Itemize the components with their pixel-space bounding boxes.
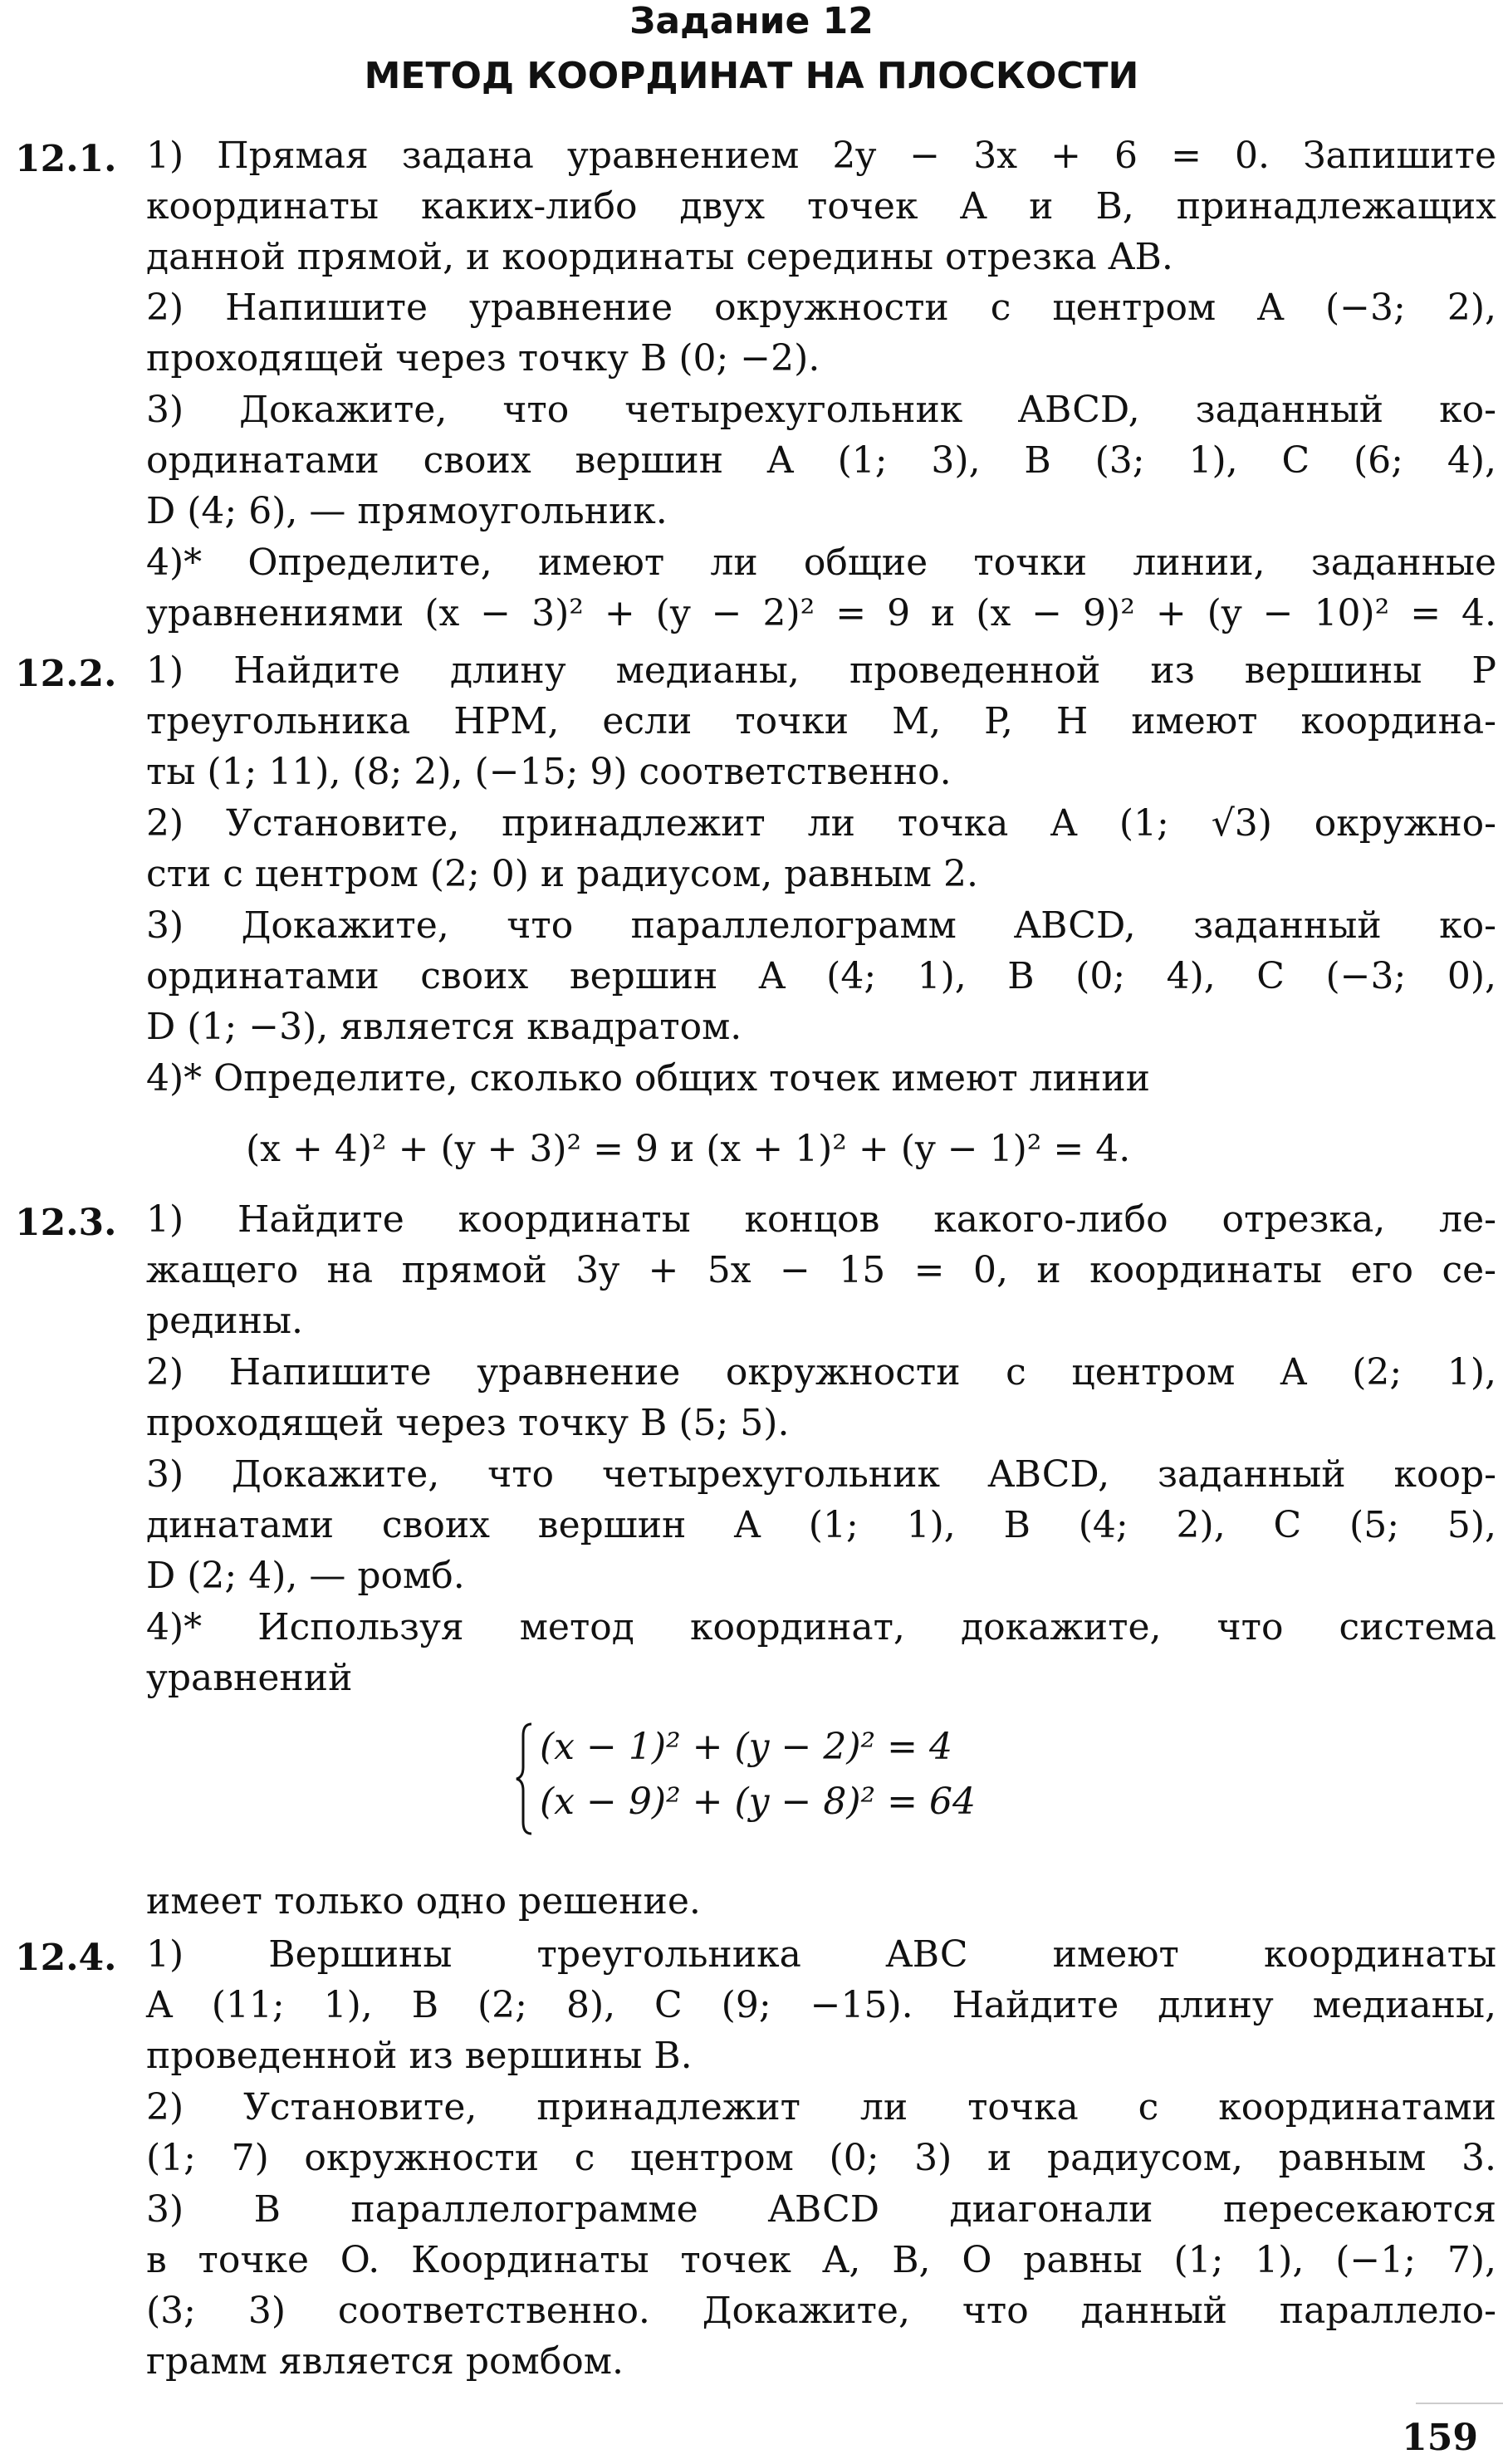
problem-number-12-4: 12.4. [15,1937,117,1979]
footer-rule [1416,2403,1503,2404]
text-line: 2) Напишите уравнение окружности с центром A (−3; 2), [146,287,1496,329]
text-line: координаты каких-либо двух точек A и B, принадлежащих [146,185,1496,228]
text-line: ординатами своих вершин A (1; 3), B (3; 1), C (6; 4), [146,439,1496,482]
brace-icon [515,1721,535,1837]
text-line: грамм является ромбом. [146,2340,624,2383]
text-line: редины. [146,1300,303,1342]
text-line: A (11; 1), B (2; 8), C (9; −15). Найдите длину медианы, [146,1984,1496,2026]
text-line: 2) Установите, принадлежит ли точка A (1; √3) окружно- [146,802,1496,845]
text-line: 2) Установите, принадлежит ли точка с координатами [146,2086,1496,2128]
text-line: D (1; −3), является квадратом. [146,1006,742,1048]
text-line: имеет только одно решение. [146,1880,701,1923]
text-line: (1; 7) окружности с центром (0; 3) и радиусом, равным 3. [146,2137,1496,2179]
text-line: 3) Докажите, что параллелограмм ABCD, заданный ко- [146,904,1496,947]
text-line: 1) Вершины треугольника ABC имеют координаты [146,1933,1496,1976]
text-line: ты (1; 11), (8; 2), (−15; 9) соответственно. [146,751,952,793]
text-line: 4)* Используя метод координат, докажите, что система [146,1606,1496,1648]
text-line: D (2; 4), — ромб. [146,1555,465,1597]
text-line: в точке O. Координаты точек A, B, O равны (1; 1), (−1; 7), [146,2239,1496,2281]
text-line: уравнениями (x − 3)² + (y − 2)² = 9 и (x − 9)² + (y − 10)² = 4. [146,592,1496,634]
section-title: МЕТОД КООРДИНАТ НА ПЛОСКОСТИ [364,55,1139,97]
system-equation-2: (x − 9)² + (y − 8)² = 64 [540,1781,976,1823]
equation-line: (x + 4)² + (y + 3)² = 9 и (x + 1)² + (y − 1)² = 4. [246,1128,1131,1170]
text-line: 3) Докажите, что четырехугольник ABCD, заданный коор- [146,1453,1496,1496]
text-line: 3) В параллелограмме ABCD диагонали пересекаются [146,2188,1496,2231]
system-equation-1: (x − 1)² + (y − 2)² = 4 [540,1726,952,1768]
text-line: (3; 3) соответственно. Докажите, что данный параллело- [146,2290,1496,2332]
text-line: 4)* Определите, сколько общих точек имеют линии [146,1057,1150,1100]
text-line: проходящей через точку B (0; −2). [146,337,820,380]
text-line: 2) Напишите уравнение окружности с центром A (2; 1), [146,1351,1496,1394]
text-line: D (4; 6), — прямоугольник. [146,490,668,532]
text-line: ординатами своих вершин A (4; 1), B (0; 4), C (−3; 0), [146,955,1496,997]
task-heading: Задание 12 [629,0,874,42]
problem-number-12-2: 12.2. [15,653,117,695]
text-line: треугольника HPM, если точки M, P, H имеют координа- [146,700,1496,742]
text-line: уравнений [146,1657,353,1699]
problem-number-12-3: 12.3. [15,1202,117,1244]
text-line: 4)* Определите, имеют ли общие точки линии, заданные [146,541,1496,584]
text-line: проходящей через точку B (5; 5). [146,1402,790,1444]
problem-number-12-1: 12.1. [15,138,117,180]
text-line: данной прямой, и координаты середины отрезка AB. [146,236,1173,278]
text-line: 1) Найдите координаты концов какого-либо отрезка, ле- [146,1198,1496,1241]
text-line: проведенной из вершины B. [146,2035,693,2077]
text-line: динатами своих вершин A (1; 1), B (4; 2), C (5; 5), [146,1504,1496,1546]
page-number: 159 [1402,2417,1478,2459]
text-line: сти с центром (2; 0) и радиусом, равным 2. [146,853,978,895]
text-line: 3) Докажите, что четырехугольник ABCD, заданный ко- [146,389,1496,431]
text-line: жащего на прямой 3y + 5x − 15 = 0, и координаты его се- [146,1249,1496,1291]
text-line: 1) Найдите длину медианы, проведенной из вершины P [146,649,1496,692]
text-line: 1) Прямая задана уравнением 2y − 3x + 6 = 0. Запишите [146,135,1496,177]
